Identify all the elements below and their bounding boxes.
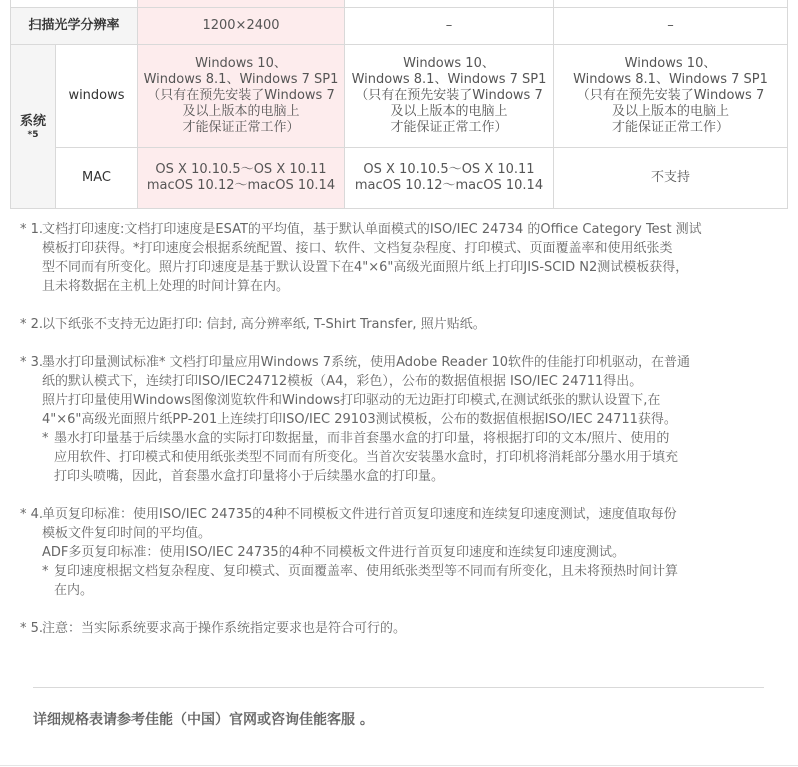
note-line: 单页复印标准：使用ISO/IEC 24735的4种不同模板文件进行首页复印速度和连续复印速度测试，速度值取每份: [42, 507, 677, 522]
windows-label: windows: [56, 45, 138, 148]
system-label-text: 系统: [19, 113, 46, 129]
table-cap-cell: [345, 0, 554, 8]
footnote-4: [20, 505, 765, 600]
cell-line: Windows 10、: [403, 56, 495, 71]
cell-line: OS X 10.10.5～OS X 10.11: [155, 162, 327, 177]
bottom-divider: [0, 765, 798, 766]
cell-line: 不支持: [650, 170, 690, 185]
cell-line: OS X 10.10.5～OS X 10.11: [363, 162, 535, 177]
mac-value: [345, 148, 554, 209]
cell-line: 及以上版本的电脑上: [611, 104, 729, 119]
note-line: ADF多页复印标准：使用ISO/IEC 24735的4种不同模板文件进行首页复印速度和连续复印速度测试。: [42, 545, 625, 560]
cell-line: Windows 8.1、Windows 7 SP1: [573, 72, 768, 87]
system-footnote-mark: *5: [27, 129, 39, 140]
cell-line: Windows 10、: [195, 56, 287, 71]
mac-value: [554, 148, 788, 209]
cell-line: macOS 10.12～macOS 10.14: [146, 178, 336, 193]
resolution-value: –: [345, 8, 554, 45]
footnote-marker: * 5.: [20, 621, 44, 636]
note-line: 打印头喷嘴，因此，首套墨水盒打印量将小于后续墨水盒的打印量。: [54, 469, 445, 484]
divider: [33, 687, 764, 688]
cell-line: 及以上版本的电脑上: [390, 104, 508, 119]
cell-line: Windows 8.1、Windows 7 SP1: [351, 72, 547, 87]
cell-line: （只有在预先安装了Windows 7: [576, 88, 765, 103]
footnotes: [20, 220, 765, 638]
note-line: 在内。: [54, 583, 94, 598]
cell-line: 才能保证正常工作）: [390, 120, 508, 135]
footnote-marker: * 2.: [20, 317, 44, 332]
note-line: 4"×6"高级光面照片纸PP-201上连续打印ISO/IEC 29103测试模板，公布的数据值根据ISO/IEC 24711获得。: [42, 412, 677, 427]
note-line: 型不同而有所变化。照片打印速度是基于默认设置下在4"×6"高级光面照片纸上打印JIS-SCID N2测试模板获得，: [42, 260, 689, 275]
cell-line: 才能保证正常工作）: [182, 120, 300, 135]
note-line: 文档打印速度:文档打印速度是ESAT的平均值，基于默认单面模式的ISO/IEC 24734 的Office Category Test 测试: [42, 222, 702, 237]
windows-value: [138, 45, 345, 148]
windows-value: [554, 45, 788, 148]
cell-line: Windows 10、: [624, 56, 717, 71]
cell-line: Windows 8.1、Windows 7 SP1: [143, 72, 339, 87]
cell-line: macOS 10.12～macOS 10.14: [354, 178, 544, 193]
cell-line: 及以上版本的电脑上: [182, 104, 300, 119]
note-line: 注意：当实际系统要求高于操作系统指定要求也是符合可行的。: [42, 621, 407, 636]
note-line: 模板文件复印时间的平均值。: [42, 526, 212, 541]
note-line: 且未将数据在主机上处理的时间计算在内。: [42, 279, 290, 294]
resolution-label: 扫描光学分辨率: [11, 8, 138, 45]
table-cap-cell: [554, 0, 788, 8]
footnote-marker: * 1.: [20, 222, 44, 237]
cell-line: （只有在预先安装了Windows 7: [355, 88, 543, 103]
subnote-marker: *: [42, 431, 49, 446]
resolution-value: 1200×2400: [138, 8, 345, 45]
table-row: [11, 8, 788, 45]
note-line: 墨水打印量测试标准* 文档打印量应用Windows 7系统，使用Adobe Reader 10软件的佳能打印机驱动，在普通: [42, 355, 691, 370]
footnote-4-subnote: [42, 562, 765, 600]
note-line: 墨水打印量基于后续墨水盒的实际打印数据量，而非首套墨水盒的打印量，将根据打印的文本/照片、使用的: [54, 431, 670, 446]
table-row: [11, 45, 788, 148]
footer-note: 详细规格表请参考佳能（中国）官网或咨询佳能客服 。: [33, 712, 374, 728]
cell-line: 才能保证正常工作）: [611, 120, 729, 135]
footnote-marker: * 4.: [20, 507, 44, 522]
note-line: 复印速度根据文档复杂程度、复印模式、页面覆盖率、使用纸张类型等不同而有所变化，且未将预热时间计算: [54, 564, 679, 579]
note-line: 应用软件、打印模式和使用纸张类型不同而有所变化。当首次安装墨水盒时，打印机将消耗部分墨水用于填充: [54, 450, 679, 465]
system-label: [11, 45, 56, 209]
table-cap-cell: [138, 0, 345, 8]
footnote-3-subnote: [42, 429, 765, 486]
footnote-marker: * 3.: [20, 355, 44, 370]
spec-table: [10, 0, 788, 209]
footnote-1: [20, 220, 765, 296]
footnote-3: [20, 353, 765, 486]
resolution-value: –: [554, 8, 788, 45]
note-line: 以下纸张不支持无边距打印: 信封, 高分辨率纸, T-Shirt Transfer, 照片贴纸。: [42, 317, 486, 332]
note-line: 照片打印量使用Windows图像浏览软件和Windows打印驱动的无边距打印模式,在测试纸张的默认设置下,在: [42, 393, 661, 408]
note-line: 纸的默认模式下，连续打印ISO/IEC24712模板（A4，彩色），公布的数据值根据 ISO/IEC 24711得出。: [42, 374, 643, 389]
table-cap-cell: [11, 0, 138, 8]
cell-line: （只有在预先安装了Windows 7: [147, 88, 335, 103]
subnote-marker: *: [42, 564, 49, 579]
mac-label: MAC: [56, 148, 138, 209]
mac-value: [138, 148, 345, 209]
note-line: 模板打印获得。*打印速度会根据系统配置、接口、软件、文档复杂程度、打印模式、页面覆盖率和使用纸张类: [42, 241, 673, 256]
footnote-2: [20, 315, 765, 334]
footnote-5: [20, 619, 765, 638]
table-row: [11, 148, 788, 209]
windows-value: [345, 45, 554, 148]
